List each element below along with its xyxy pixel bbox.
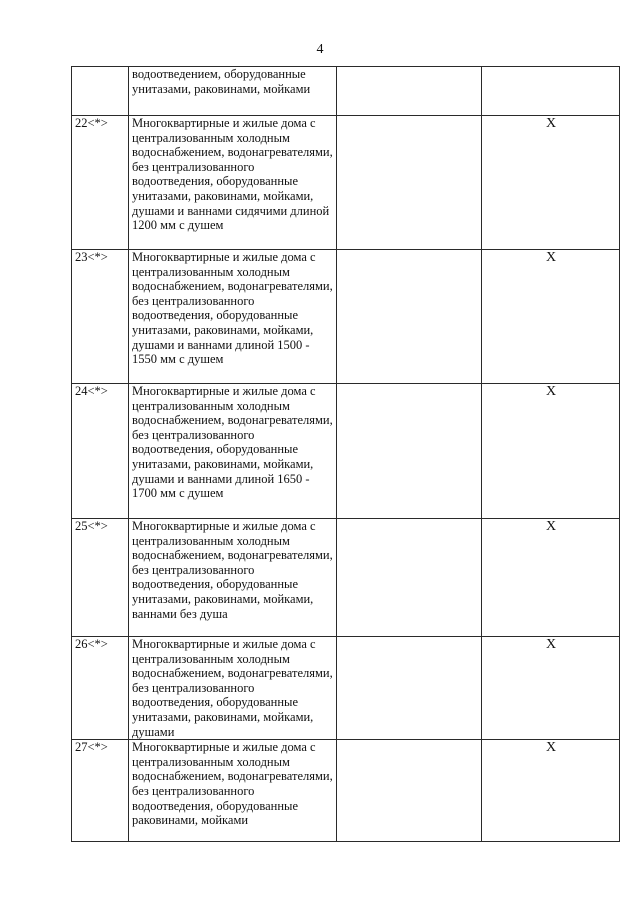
row-number-cell	[72, 637, 129, 740]
row-description: Многоквартирные и жилые дома с централизованным холодным водоснабжением, водонагревателями, без централизованного водоотведения, оборудованные унитазами, раковинами, мойками, ваннами без душа	[132, 519, 333, 621]
row-description: Многоквартирные и жилые дома с централизованным холодным водоснабжением, водонагревателями, без централизованного водоотведения, оборудованные унитазами, раковинами, мойками, душами и ваннами длиной 1650 - 1700 мм с душем	[132, 384, 333, 501]
table-row	[72, 384, 620, 519]
row-number: 25<*>	[75, 519, 108, 533]
table-row	[72, 116, 620, 250]
row-number: 23<*>	[75, 250, 108, 264]
row-number: 26<*>	[75, 637, 108, 651]
row-number: 24<*>	[75, 384, 108, 398]
table-row	[72, 519, 620, 637]
value-cell-a	[337, 740, 482, 842]
row-mark: X	[545, 519, 557, 534]
value-cell-b	[482, 67, 620, 116]
value-cell-a	[337, 116, 482, 250]
value-cell-b	[482, 637, 620, 740]
value-cell-b	[482, 250, 620, 384]
row-number-cell	[72, 740, 129, 842]
row-description-cell	[129, 384, 337, 519]
row-description: Многоквартирные и жилые дома с централизованным холодным водоснабжением, водонагревателями, без централизованного водоотведения, оборудованные унитазами, раковинами, мойками, душами и ваннами сидячими длиной 1200 мм с душем	[132, 116, 333, 233]
table-row	[72, 740, 620, 842]
row-number: 22<*>	[75, 116, 108, 130]
row-number-cell	[72, 250, 129, 384]
value-cell-b	[482, 384, 620, 519]
row-description: водоотведением, оборудованные унитазами, раковинами, мойками	[132, 67, 311, 96]
row-description-cell	[129, 116, 337, 250]
row-description-cell	[129, 637, 337, 740]
value-cell-a	[337, 250, 482, 384]
value-cell-b	[482, 519, 620, 637]
row-mark: X	[545, 740, 557, 756]
row-number: 27<*>	[75, 740, 108, 755]
row-number-cell	[72, 519, 129, 637]
table-row	[72, 250, 620, 384]
value-cell-b	[482, 116, 620, 250]
row-number-cell	[72, 67, 129, 116]
tariff-table	[71, 66, 620, 842]
row-mark: X	[545, 250, 557, 265]
row-description-cell	[129, 740, 337, 842]
value-cell-b	[482, 740, 620, 842]
value-cell-a	[337, 637, 482, 740]
row-description-cell	[129, 250, 337, 384]
row-description: Многоквартирные и жилые дома с централизованным холодным водоснабжением, водонагревателями, без централизованного водоотведения, оборудованные унитазами, раковинами, мойками, душами и ваннами длиной 1500 - 1550 мм с душем	[132, 250, 333, 367]
value-cell-a	[337, 67, 482, 116]
row-number-cell	[72, 384, 129, 519]
row-description-cell	[129, 519, 337, 637]
row-number-cell	[72, 116, 129, 250]
table-row	[72, 637, 620, 740]
row-mark: X	[545, 637, 557, 652]
row-mark: X	[545, 116, 557, 131]
row-description-cell	[129, 67, 337, 116]
row-mark: X	[545, 384, 557, 399]
table-row-continuation	[72, 67, 620, 116]
row-description: Многоквартирные и жилые дома с централизованным холодным водоснабжением, водонагревателями, без централизованного водоотведения, оборудованные раковинами, мойками	[132, 740, 333, 828]
row-description: Многоквартирные и жилые дома с централизованным холодным водоснабжением, водонагревателями, без централизованного водоотведения, оборудованные унитазами, раковинами, мойками, душами	[132, 637, 333, 739]
page-number: 4	[316, 42, 324, 57]
value-cell-a	[337, 519, 482, 637]
value-cell-a	[337, 384, 482, 519]
